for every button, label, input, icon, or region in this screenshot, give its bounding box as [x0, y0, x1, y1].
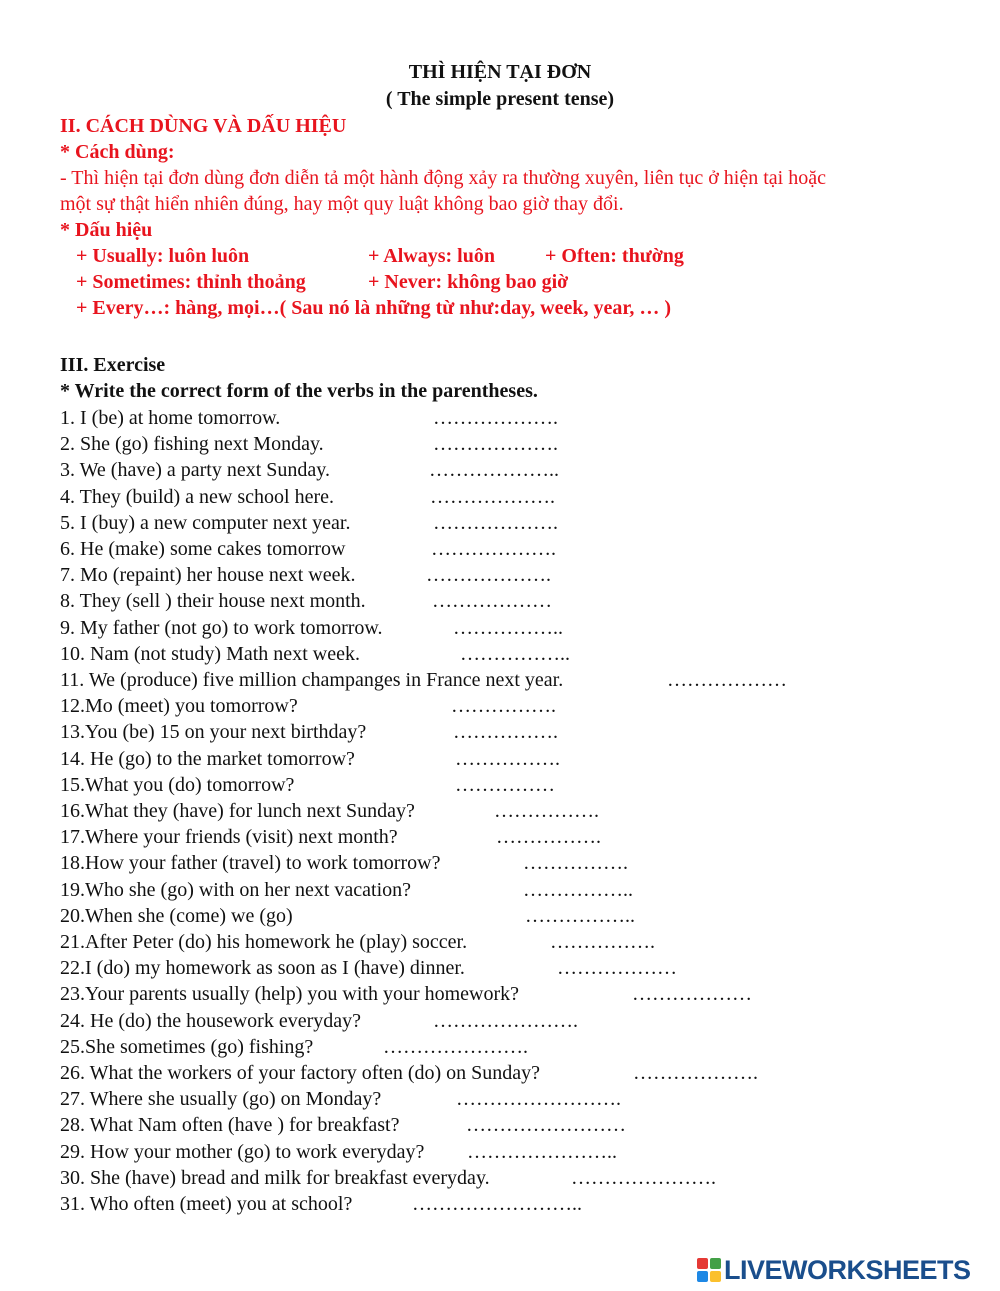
page-subtitle: ( The simple present tense)	[385, 88, 615, 110]
liveworksheets-logo-icon	[697, 1258, 721, 1282]
exercise-question: 28. What Nam often (have ) for breakfast?	[60, 1114, 400, 1137]
exercise-question: 10. Nam (not study) Math next week.	[60, 642, 360, 665]
sign-every: + Every…: hàng, mọi…( Sau nó là những từ như:day, week, year, … )	[76, 297, 672, 319]
exercise-question: 11. We (produce) five million champanges in France next year.	[60, 669, 564, 691]
exercise-question: 1. I (be) at home tomorrow.	[60, 407, 281, 429]
sign-never: + Never: không bao giờ	[368, 271, 569, 293]
exercise-question: 5. I (buy) a new computer next year.	[60, 511, 351, 534]
answer-blank[interactable]: ……………	[455, 773, 555, 796]
sign-sometimes: + Sometimes: thỉnh thoảng	[76, 271, 306, 293]
answer-blank[interactable]: ……………….	[633, 1062, 758, 1084]
page-title: THÌ HIỆN TẠI ĐƠN	[408, 61, 592, 83]
exercise-question: 8. They (sell ) their house next month.	[60, 590, 366, 613]
exercise-question: 15.What you (do) tomorrow?	[60, 773, 295, 796]
liveworksheets-logo	[697, 1255, 971, 1285]
exercise-question: 31. Who often (meet) you at school?	[60, 1193, 353, 1215]
exercise-question: 30. She (have) bread and milk for breakfast everyday.	[60, 1166, 490, 1189]
answer-blank[interactable]: ………………	[557, 957, 677, 980]
exercise-question: 23.Your parents usually (help) you with your homework?	[60, 983, 520, 1006]
exercise-question: 12.Mo (meet) you tomorrow?	[60, 695, 298, 718]
exercise-question: 17.Where your friends (visit) next month?	[60, 826, 398, 849]
answer-blank[interactable]: …………….	[523, 852, 628, 875]
answer-blank[interactable]: ……………………	[466, 1114, 626, 1137]
section-heading-exercise: III. Exercise	[60, 354, 166, 376]
signs-label: * Dấu hiệu	[60, 219, 153, 241]
answer-blank[interactable]: ………………….	[571, 1166, 716, 1189]
answer-blank[interactable]: ……………..	[523, 878, 633, 901]
answer-blank[interactable]: ………………	[632, 983, 752, 1006]
answer-blank[interactable]: ……………….	[433, 511, 558, 534]
exercise-question: 22.I (do) my homework as soon as I (have) dinner.	[60, 957, 465, 980]
exercise-question: 4. They (build) a new school here.	[60, 485, 334, 508]
exercise-question: 29. How your mother (go) to work everyday?	[60, 1140, 425, 1163]
answer-blank[interactable]: …………….	[451, 695, 556, 718]
answer-blank[interactable]: …………………….	[456, 1088, 621, 1111]
usage-text-line-2: một sự thật hiển nhiên đúng, hay một quy luật không bao giờ thay đổi.	[60, 193, 624, 215]
answer-blank[interactable]: ……………….	[433, 407, 558, 429]
exercise-question: 18.How your father (travel) to work tomorrow?	[60, 852, 441, 875]
exercise-question: 14. He (go) to the market tomorrow?	[60, 747, 355, 770]
answer-blank[interactable]: ……………………..	[412, 1193, 582, 1215]
exercise-instruction: * Write the correct form of the verbs in the parentheses.	[60, 380, 538, 402]
answer-blank[interactable]: …………………..	[467, 1140, 617, 1163]
answer-blank[interactable]: ………………..	[429, 459, 559, 482]
section-heading-usage: II. CÁCH DÙNG VÀ DẤU HIỆU	[60, 115, 347, 137]
sign-always: + Always: luôn	[368, 245, 495, 267]
exercise-question: 9. My father (not go) to work tomorrow.	[60, 616, 383, 639]
exercise-question: 27. Where she usually (go) on Monday?	[60, 1088, 382, 1111]
answer-blank[interactable]: …………….	[453, 721, 558, 744]
logo-square	[710, 1271, 721, 1282]
exercise-question: 2. She (go) fishing next Monday.	[60, 433, 324, 456]
answer-blank[interactable]: ………………….	[383, 1035, 528, 1058]
sign-usually: + Usually: luôn luôn	[76, 245, 250, 267]
exercise-question: 16.What they (have) for lunch next Sunday?	[60, 800, 415, 822]
exercise-question: 25.She sometimes (go) fishing?	[60, 1035, 314, 1058]
exercise-question: 20.When she (come) we (go)	[60, 904, 293, 927]
logo-square	[697, 1271, 708, 1282]
exercise-question: 3. We (have) a party next Sunday.	[60, 459, 330, 482]
logo-square	[697, 1258, 708, 1269]
answer-blank[interactable]: …………….	[496, 826, 601, 849]
answer-blank[interactable]: ……………..	[453, 616, 563, 639]
answer-blank[interactable]: …………….	[455, 747, 560, 770]
usage-label: * Cách dùng:	[60, 141, 175, 163]
exercise-question: 19.Who she (go) with on her next vacation?	[60, 878, 412, 901]
exercise-question: 7. Mo (repaint) her house next week.	[60, 564, 356, 587]
answer-blank[interactable]: ………………….	[433, 1009, 578, 1032]
answer-blank[interactable]: ……………..	[460, 642, 570, 665]
answer-blank[interactable]: ……………..	[525, 904, 635, 927]
sign-often: + Often: thường	[545, 245, 684, 267]
logo-square	[710, 1258, 721, 1269]
usage-text-line-1: - Thì hiện tại đơn dùng đơn diễn tả một hành động xảy ra thường xuyên, liên tục ở hiện tại hoặc	[60, 167, 826, 189]
answer-blank[interactable]: …………….	[494, 800, 599, 822]
answer-blank[interactable]: ……………….	[430, 485, 555, 508]
exercise-question: 6. He (make) some cakes tomorrow	[60, 538, 346, 560]
answer-blank[interactable]: ………………	[432, 590, 552, 613]
logo-text: LIVEWORKSHEETS	[724, 1254, 971, 1285]
answer-blank[interactable]: ……………….	[431, 538, 556, 560]
exercise-question: 24. He (do) the housework everyday?	[60, 1009, 362, 1032]
exercise-question: 21.After Peter (do) his homework he (play) soccer.	[60, 931, 468, 953]
answer-blank[interactable]: …………….	[550, 931, 655, 953]
exercise-question: 13.You (be) 15 on your next birthday?	[60, 721, 367, 744]
answer-blank[interactable]: ……………….	[426, 564, 551, 587]
answer-blank[interactable]: ………………	[667, 669, 787, 691]
answer-blank[interactable]: ……………….	[433, 433, 558, 456]
exercise-question: 26. What the workers of your factory often (do) on Sunday?	[60, 1062, 541, 1084]
